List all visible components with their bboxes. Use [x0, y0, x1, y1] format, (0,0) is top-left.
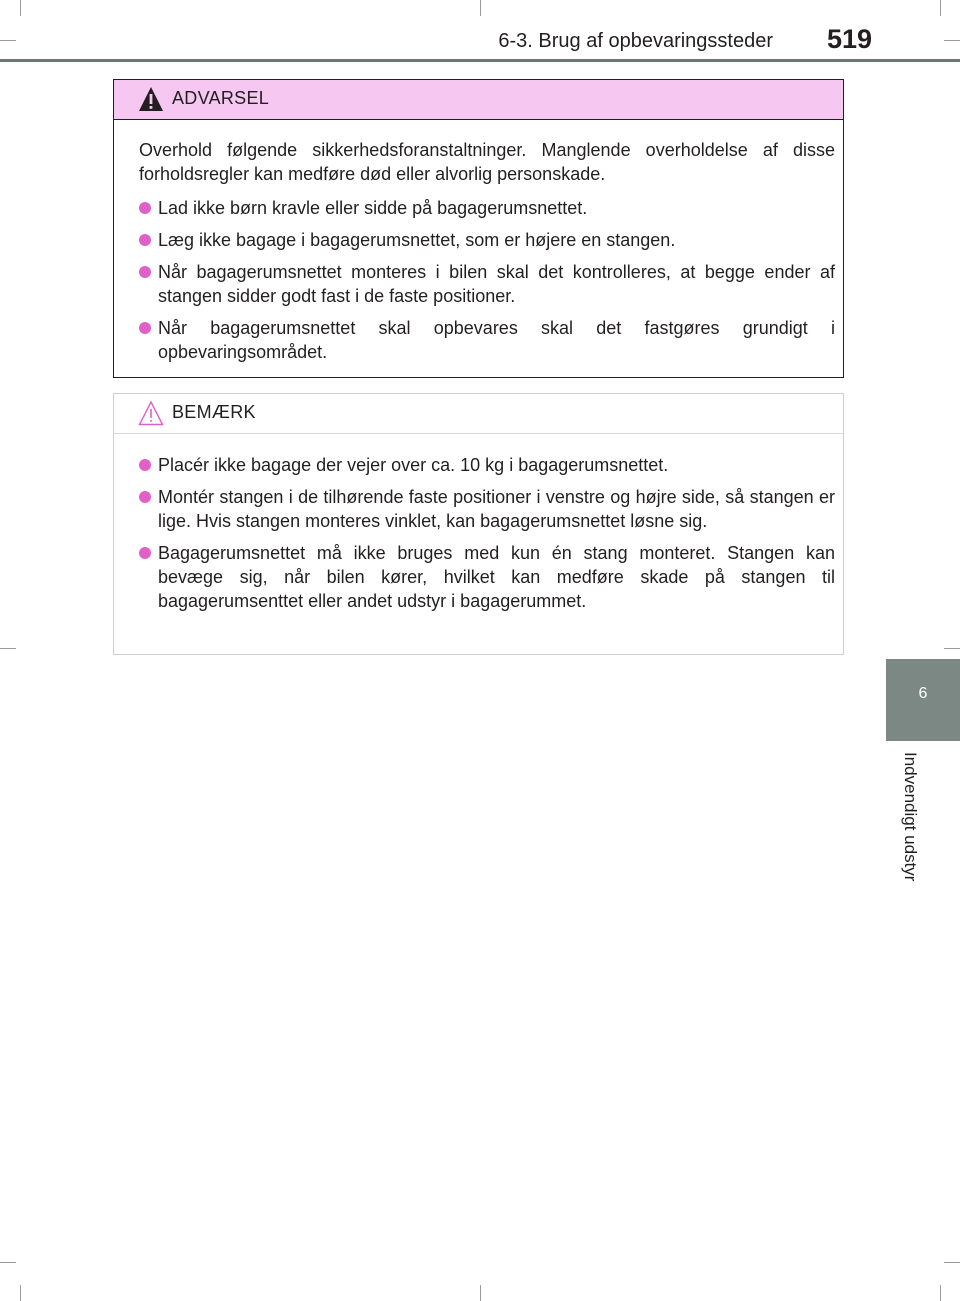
list-item-text: Lad ikke børn kravle eller sidde på bagagerumsnettet.: [158, 198, 588, 218]
header-rule: [0, 59, 960, 62]
list-item: [139, 453, 835, 477]
list-item: [139, 228, 835, 252]
caution-box: [113, 393, 844, 655]
caution-title: BEMÆRK: [172, 402, 256, 422]
list-item-text: Montér stangen i de tilhørende faste positioner i venstre og højre side, så stangen er lige. Hvis stangen monteres vinklet, kan bagagerumsnettet løsne sig.: [158, 487, 835, 531]
warning-body: [114, 120, 843, 364]
crop-mark: [0, 40, 16, 41]
crop-mark: [944, 40, 960, 41]
crop-mark: [944, 648, 960, 649]
crop-mark: [940, 1285, 941, 1301]
list-item-text: Når bagagerumsnettet skal opbevares skal det fastgøres grundigt i opbevaringsområdet.: [158, 318, 835, 362]
crop-mark: [480, 0, 481, 16]
bullet-icon: [139, 266, 151, 278]
crop-mark: [0, 648, 16, 649]
crop-mark: [944, 1262, 960, 1263]
crop-mark: [480, 1285, 481, 1301]
list-item: [139, 196, 835, 220]
list-item: [139, 260, 835, 308]
bullet-icon: [139, 459, 151, 471]
list-item: [139, 316, 835, 364]
list-item-text: Læg ikke bagage i bagagerumsnettet, som er højere en stangen.: [158, 230, 676, 250]
chapter-title: Indvendigt udstyr: [901, 752, 920, 882]
bullet-icon: [139, 491, 151, 503]
caution-triangle-icon: [138, 400, 164, 426]
crop-mark: [20, 1285, 21, 1301]
list-item-text: Placér ikke bagage der vejer over ca. 10 kg i bagagerumsnettet.: [158, 455, 669, 475]
caution-box-header: [114, 394, 843, 434]
warning-intro: Overhold følgende sikkerhedsforanstaltninger. Manglende overholdelse af disse forholdsregler kan medføre død eller alvorlig personskade.: [139, 140, 835, 184]
section-title: 6-3. Brug af opbevaringssteder: [498, 30, 773, 52]
chapter-number: 6: [918, 685, 928, 702]
bullet-icon: [139, 547, 151, 559]
page-number: 519: [826, 24, 872, 54]
warning-box: [113, 79, 844, 378]
warning-box-header: [114, 80, 843, 120]
warning-triangle-icon: [138, 86, 164, 112]
crop-mark: [20, 0, 21, 16]
list-item: [139, 485, 835, 533]
list-item-text: Bagagerumsnettet må ikke bruges med kun én stang monteret. Stangen kan bevæge sig, når bilen kører, hvilket kan medføre skade på stangen til bagagerumsenttet eller andet udstyr i bagagerummet.: [158, 543, 835, 611]
bullet-icon: [139, 322, 151, 334]
caution-body: [114, 434, 843, 613]
crop-mark: [0, 1262, 16, 1263]
list-item: [139, 541, 835, 613]
list-item-text: Når bagagerumsnettet monteres i bilen skal det kontrolleres, at begge ender af stangen sidder godt fast i de faste positioner.: [158, 262, 835, 306]
bullet-icon: [139, 202, 151, 214]
chapter-tab: [886, 659, 960, 741]
crop-mark: [940, 0, 941, 16]
bullet-icon: [139, 234, 151, 246]
warning-title: ADVARSEL: [172, 88, 270, 108]
